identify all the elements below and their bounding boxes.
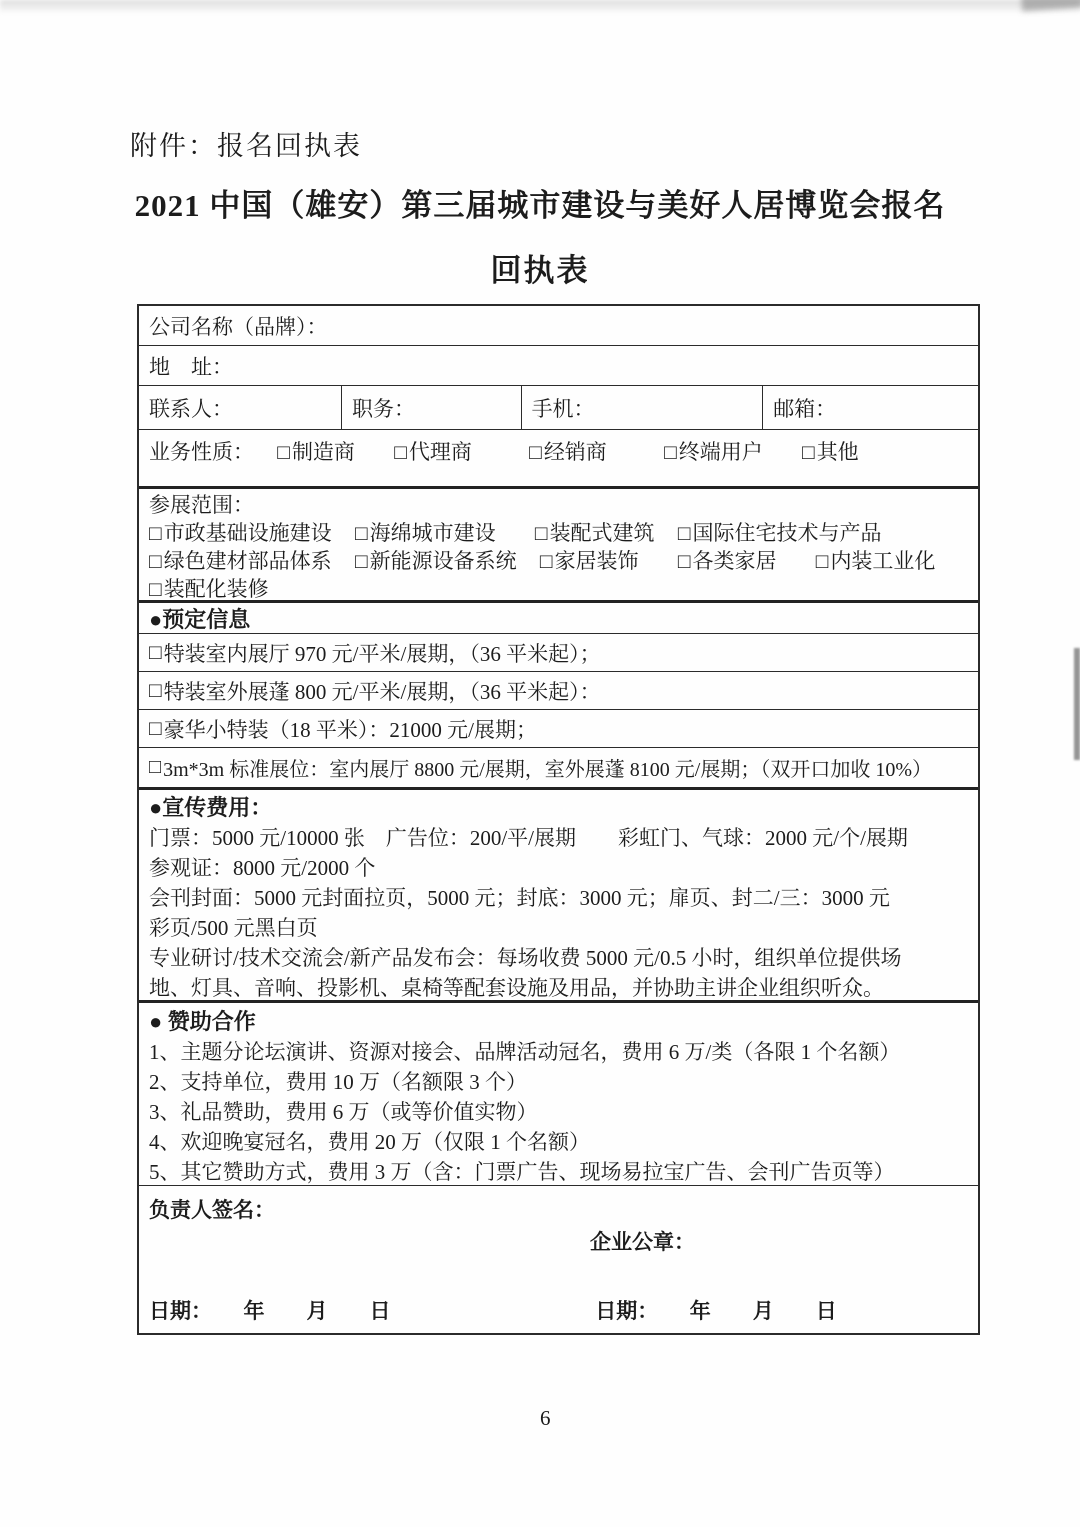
option-label: 终端用户 bbox=[678, 440, 763, 464]
checkbox-icon[interactable]: □ bbox=[149, 756, 162, 778]
checkbox-option-prefab-building[interactable] bbox=[535, 519, 655, 547]
sponsorship-item-4: 4、欢迎晚宴冠名，费用 20 万（仅限 1 个名额） bbox=[149, 1130, 590, 1154]
publicity-line-visitor-pass: 参观证：8000 元/2000 个 bbox=[149, 856, 376, 880]
sponsorship-item-2: 2、支持单位，费用 10 万（名额限 3 个） bbox=[149, 1070, 527, 1094]
option-label: 家居装饰 bbox=[554, 549, 639, 573]
checkbox-option-other[interactable] bbox=[802, 436, 859, 466]
option-label: 其他 bbox=[816, 440, 859, 464]
checkbox-icon[interactable]: □ bbox=[149, 716, 162, 740]
booking-option-label: 豪华小特装（18 平米）：21000 元/展期； bbox=[163, 717, 538, 742]
scope-options-line1 bbox=[149, 519, 978, 547]
registration-form-table bbox=[137, 304, 980, 1335]
company-name-row[interactable] bbox=[139, 306, 978, 345]
checkbox-option-sponge-city[interactable] bbox=[355, 519, 496, 547]
checkbox-icon[interactable]: □ bbox=[534, 521, 548, 545]
sponsorship-header-label: ● 赞助合作 bbox=[149, 1009, 256, 1034]
sponsorship-section bbox=[139, 1000, 978, 1185]
publicity-line-tickets: 门票：5000 元/10000 张 广告位：200/平/展期 彩虹门、气球：2000 元/个/展期 bbox=[149, 826, 908, 850]
signer-label[interactable]: 负责人签名： bbox=[149, 1198, 275, 1222]
booking-option-deluxe[interactable] bbox=[139, 709, 978, 747]
page-title-line1: 2021 中国（雄安）第三届城市建设与美好人居博览会报名 bbox=[134, 188, 946, 223]
option-label: 市政基础设施建设 bbox=[163, 521, 332, 545]
checkbox-icon[interactable]: □ bbox=[677, 549, 691, 573]
contact-email-field[interactable] bbox=[763, 386, 978, 429]
option-label: 装配式建筑 bbox=[549, 521, 655, 545]
signature-section bbox=[139, 1185, 978, 1333]
checkbox-icon[interactable]: □ bbox=[664, 440, 677, 464]
checkbox-option-distributor[interactable] bbox=[529, 436, 607, 466]
option-label: 装配化装修 bbox=[163, 577, 269, 601]
contact-position-label: 职务： bbox=[352, 396, 416, 421]
checkbox-option-agent[interactable] bbox=[394, 436, 472, 466]
checkbox-icon[interactable]: □ bbox=[815, 549, 829, 573]
booking-option-label: 特装室内展厅 970 元/平米/展期，（36 平米起）； bbox=[163, 641, 601, 666]
checkbox-option-interior-industrial[interactable] bbox=[816, 547, 936, 575]
booking-header-label: ●预定信息 bbox=[149, 606, 251, 632]
checkbox-option-new-energy[interactable] bbox=[355, 547, 517, 575]
checkbox-icon[interactable]: □ bbox=[529, 440, 542, 464]
address-label: 地 址： bbox=[149, 354, 233, 379]
attachment-label: 附件：报名回执表 bbox=[130, 131, 362, 161]
contact-name-label: 联系人： bbox=[149, 396, 233, 421]
exhibition-scope-row bbox=[139, 486, 978, 600]
publicity-fees-section bbox=[139, 787, 978, 1000]
contact-name-field[interactable] bbox=[139, 386, 342, 429]
checkbox-icon[interactable]: □ bbox=[149, 577, 162, 601]
checkbox-option-prefab-decoration[interactable] bbox=[149, 575, 269, 603]
scan-artifact-right-edge bbox=[1074, 648, 1080, 760]
checkbox-icon[interactable]: □ bbox=[277, 440, 290, 464]
page-title-line2: 回执表 bbox=[490, 253, 590, 288]
option-label: 经销商 bbox=[543, 440, 607, 464]
page-number: 6 bbox=[540, 1406, 551, 1430]
scope-options-line3 bbox=[149, 575, 978, 603]
checkbox-option-municipal[interactable] bbox=[149, 519, 332, 547]
option-label: 代理商 bbox=[408, 440, 472, 464]
checkbox-option-intl-housing[interactable] bbox=[678, 519, 882, 547]
contact-mobile-field[interactable] bbox=[522, 386, 764, 429]
checkbox-icon[interactable]: □ bbox=[149, 678, 162, 702]
company-seal-label[interactable]: 企业公章： bbox=[590, 1230, 695, 1254]
booking-section-header bbox=[139, 600, 978, 633]
option-label: 内装工业化 bbox=[830, 549, 936, 573]
booking-option-label: 3m*3m 标准展位：室内展厅 8800 元/展期，室外展蓬 8100 元/展期；（双开口加收 10%） bbox=[163, 759, 932, 781]
publicity-line-seminar-2: 地、灯具、音响、投影机、桌椅等配套设施及用品，并协助主讲企业组织听众。 bbox=[149, 976, 884, 1000]
option-label: 制造商 bbox=[291, 440, 355, 464]
checkbox-option-furniture[interactable] bbox=[678, 547, 777, 575]
scan-artifact-top bbox=[0, 0, 1080, 14]
publicity-header-label: ●宣传费用： bbox=[149, 795, 273, 820]
sponsorship-item-3: 3、礼品赞助，费用 6 万（或等价值实物） bbox=[149, 1100, 538, 1124]
checkbox-icon[interactable]: □ bbox=[354, 521, 368, 545]
scope-options-line2 bbox=[149, 547, 978, 575]
publicity-line-color-pages: 彩页/500 元黑白页 bbox=[149, 916, 318, 940]
option-label: 海绵城市建设 bbox=[369, 521, 496, 545]
business-nature-row bbox=[139, 429, 978, 486]
company-name-label: 公司名称（品牌）： bbox=[149, 314, 328, 339]
checkbox-icon[interactable]: □ bbox=[802, 440, 815, 464]
checkbox-option-manufacturer[interactable] bbox=[277, 436, 355, 466]
address-row[interactable] bbox=[139, 345, 978, 385]
checkbox-icon[interactable]: □ bbox=[394, 440, 407, 464]
option-label: 绿色建材部品体系 bbox=[163, 549, 332, 573]
sponsorship-item-1: 1、主题分论坛演讲、资源对接会、品牌活动冠名，费用 6 万/类（各限 1 个名额） bbox=[149, 1040, 901, 1064]
checkbox-icon[interactable]: □ bbox=[539, 549, 553, 573]
sponsorship-item-5: 5、其它赞助方式，费用 3 万（含：门票广告、现场易拉宝广告、会刊广告页等） bbox=[149, 1160, 895, 1184]
publicity-line-journal-cover: 会刊封面：5000 元封面拉页，5000 元；封底：3000 元；扉页、封二/三：3000 元 bbox=[149, 886, 890, 910]
checkbox-option-green-materials[interactable] bbox=[149, 547, 332, 575]
contact-mobile-label: 手机： bbox=[531, 396, 595, 421]
date-left-field[interactable]: 日期： 年 月 日 bbox=[149, 1299, 391, 1323]
checkbox-icon[interactable]: □ bbox=[354, 549, 368, 573]
contact-email-label: 邮箱： bbox=[773, 396, 837, 421]
contact-position-field[interactable] bbox=[342, 386, 522, 429]
checkbox-icon[interactable]: □ bbox=[149, 549, 162, 573]
booking-option-outdoor[interactable] bbox=[139, 671, 978, 709]
checkbox-icon[interactable]: □ bbox=[149, 640, 162, 664]
booking-option-label: 特装室外展蓬 800 元/平米/展期，（36 平米起）： bbox=[163, 679, 601, 704]
booking-option-standard[interactable] bbox=[139, 747, 978, 787]
checkbox-option-end-user[interactable] bbox=[664, 436, 763, 466]
booking-option-indoor[interactable] bbox=[139, 633, 978, 671]
publicity-line-seminar-1: 专业研讨/技术交流会/新产品发布会：每场收费 5000 元/0.5 小时，组织单位提供场 bbox=[149, 946, 902, 970]
option-label: 新能源设备系统 bbox=[369, 549, 517, 573]
date-line bbox=[149, 1295, 969, 1325]
checkbox-icon[interactable]: □ bbox=[677, 521, 691, 545]
date-right-field[interactable]: 日期： 年 月 日 bbox=[595, 1299, 837, 1323]
checkbox-icon[interactable]: □ bbox=[149, 521, 162, 545]
contact-row bbox=[139, 385, 978, 429]
option-label: 各类家居 bbox=[692, 549, 777, 573]
option-label: 国际住宅技术与产品 bbox=[692, 521, 882, 545]
checkbox-option-home-decor[interactable] bbox=[540, 547, 639, 575]
business-nature-label: 业务性质： bbox=[149, 440, 254, 464]
exhibition-scope-label: 参展范围： bbox=[149, 493, 254, 517]
